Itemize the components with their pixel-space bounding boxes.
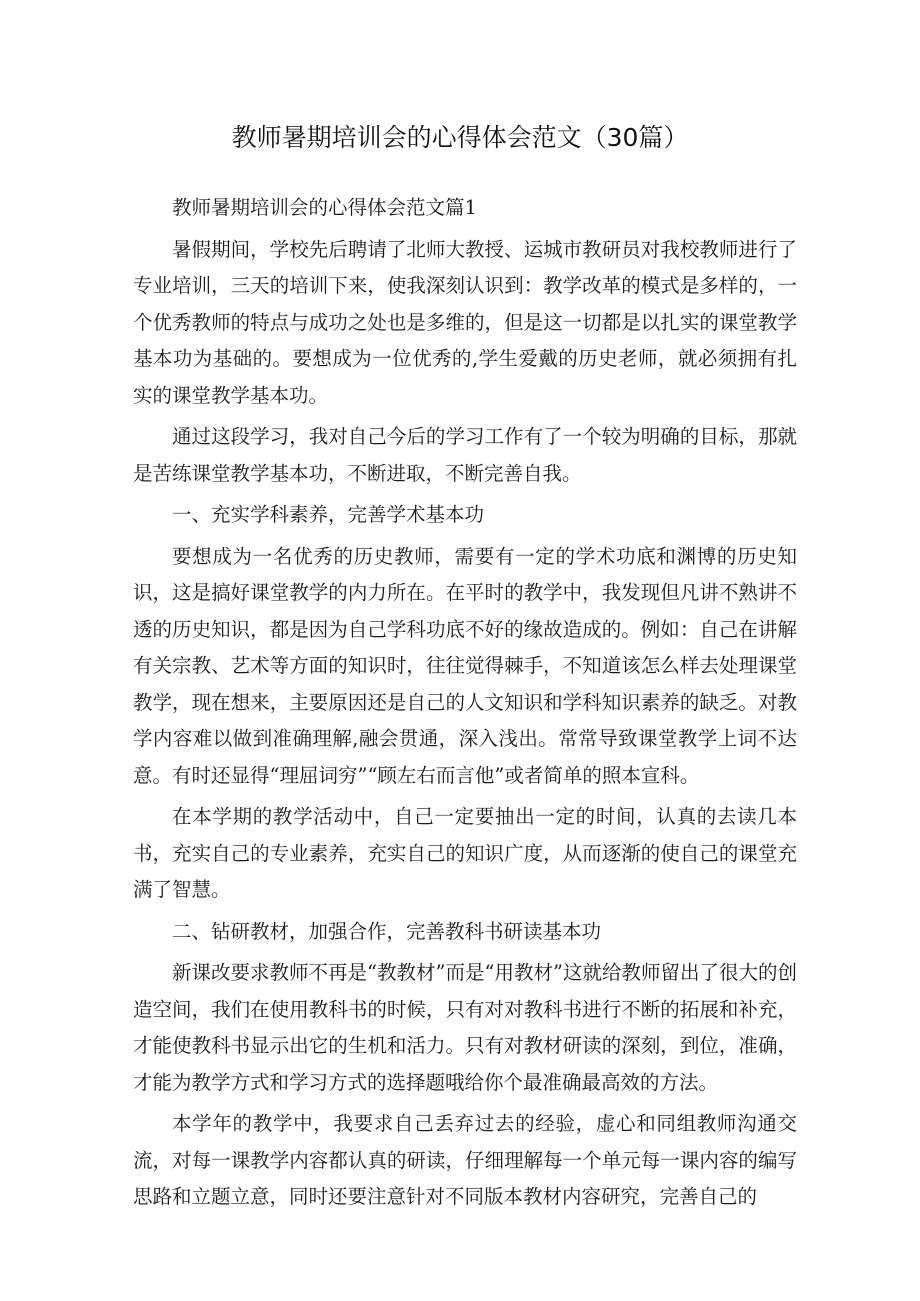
paragraph: 本学年的教学中，我要求自己丢弃过去的经验，虚心和同组教师沟通交流，对每一课教学内容都认真的研读，仔细理解每一个单元每一课内容的编写思路和立题立意，同时还要注意针对不同版本教材内容研究，完善自己的 [133, 1112, 797, 1208]
paragraph-section-heading: 教师暑期培训会的心得体会范文篇1 [172, 196, 477, 219]
paragraph: 新课改要求教师不再是“教教材”而是“用教材”这就给教师留出了很大的创造空间，我们在使用教科书的时候，只有对对教科书进行不断的拓展和补充，才能使教科书显示出它的生机和活力。只有对教材研读的深刻，到位，准确，才能为教学方式和学习方式的选择题哦给你个最准确最高效的方法。 [133, 961, 797, 1094]
document-body [133, 190, 797, 1221]
paragraph-subheading: 一、充实学科素养，完善学术基本功 [172, 503, 485, 526]
paragraph: 通过这段学习，我对自己今后的学习工作有了一个较为明确的目标，那就是苦练课堂教学基本功，不断进取，不断完善自我。 [133, 425, 797, 485]
paragraph: 在本学期的教学活动中，自己一定要抽出一定的时间，认真的去读几本书，充实自己的专业素养，充实自己的知识广度，从而逐渐的使自己的课堂充满了智慧。 [133, 805, 797, 901]
paragraph: 要想成为一名优秀的历史教师，需要有一定的学术功底和渊博的历史知识，这是搞好课堂教学的内力所在。在平时的教学中，我发现但凡讲不熟讲不透的历史知识，都是因为自己学科功底不好的缘故造成的。例如：自己在讲解有关宗教、艺术等方面的知识时，往往觉得棘手，不知道该怎么样去处理课堂教学，现在想来，主要原因还是自己的人文知识和学科知识素养的缺乏。对教学内容难以做到准确理解,融会贯通，深入浅出。常常导致课堂教学上词不达意。有时还显得“理屈词穷”“顾左右而言他”或者简单的照本宣科。 [133, 544, 797, 787]
paragraph-subheading: 二、钻研教材，加强合作，完善教科书研读基本功 [172, 919, 602, 943]
paragraph: 暑假期间，学校先后聘请了北师大教授、运城市教研员对我校教师进行了专业培训，三天的培训下来，使我深刻认识到：教学改革的模式是多样的，一个优秀教师的特点与成功之处也是多维的，但是这一切都是以扎实的课堂教学基本功为基础的。要想成为一位优秀的,学生爱戴的历史老师，就必须拥有扎实的课堂教学基本功。 [133, 237, 797, 407]
document-title: 教师暑期培训会的心得体会范文（30篇） [231, 123, 689, 152]
